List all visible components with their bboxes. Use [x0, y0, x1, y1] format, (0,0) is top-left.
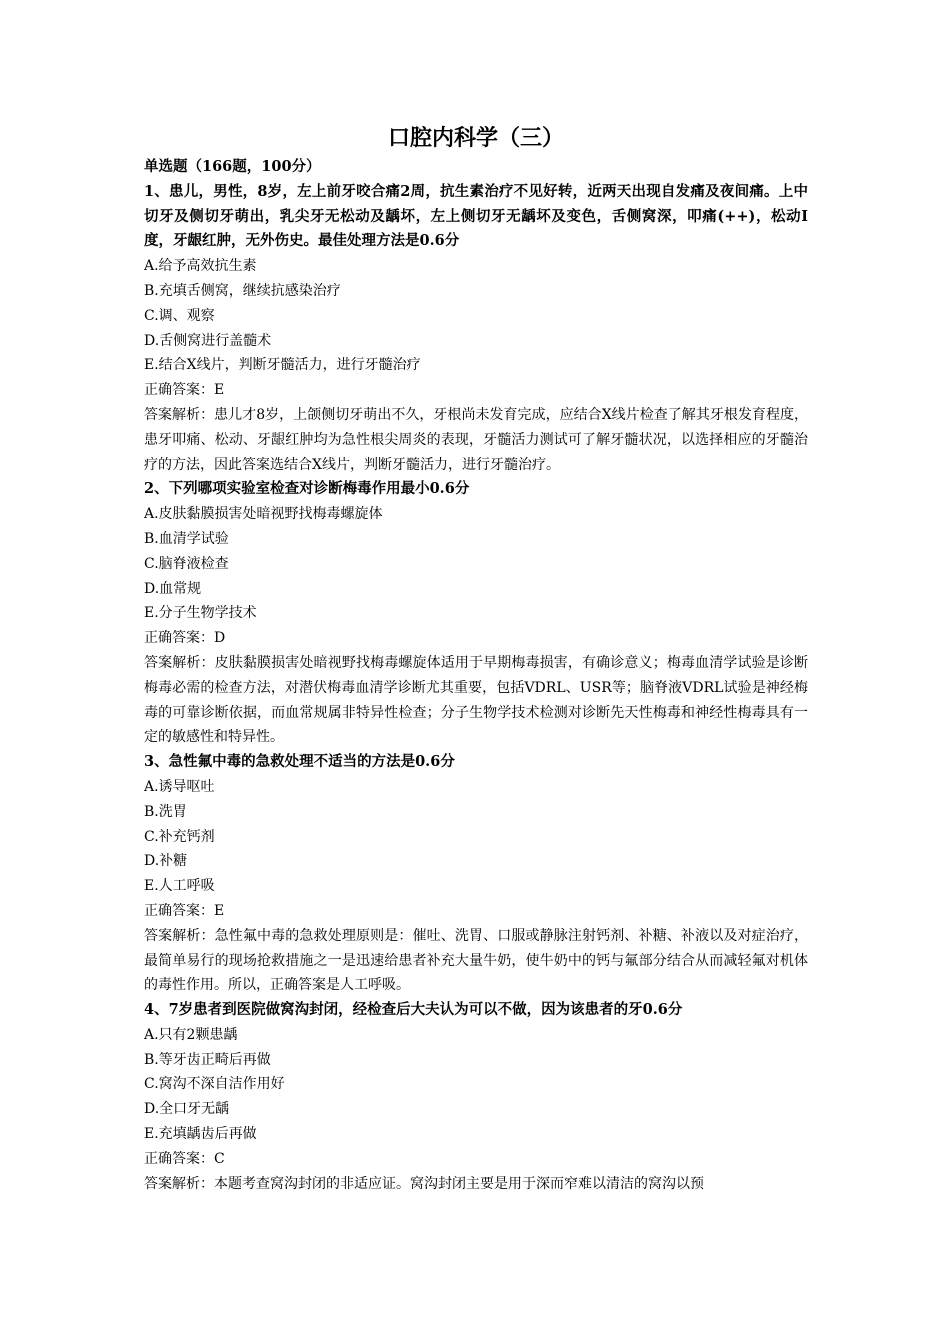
option-e: E.结合X线片，判断牙髓活力，进行牙髓治疗 [144, 357, 421, 374]
option-a: A.皮肤黏膜损害处暗视野找梅毒螺旋体 [144, 506, 383, 523]
option-c: C.调、观察 [144, 307, 215, 324]
answer-explanation: 答案解析：皮肤黏膜损害处暗视野找梅毒螺旋体适用于早期梅毒损害，有确诊意义；梅毒血清学试验是诊断梅毒必需的检查方法，对潜伏梅毒血清学诊断尤其重要，包括VDRL、USR等；脑脊液VDRL试验是神经梅毒的可靠诊断依据，而血常规属非特异性检查；分子生物学技术检测对诊断先天性梅毒和神经性梅毒具有一定的敏感性和特异性。 [144, 654, 808, 746]
option-d: D.舌侧窝进行盖髓术 [144, 332, 272, 349]
question-stem: 4、7岁患者到医院做窝沟封闭，经检查后大夫认为可以不做，因为该患者的牙0.6分 [144, 1001, 683, 1019]
question-3 [144, 750, 808, 998]
question-stem: 2、下列哪项实验室检查对诊断梅毒作用最小0.6分 [144, 480, 470, 498]
option-b: B.充填舌侧窝，继续抗感染治疗 [144, 282, 341, 299]
question-stem: 3、急性氟中毒的急救处理不适当的方法是0.6分 [144, 753, 455, 771]
option-c: C.补充钙剂 [144, 828, 215, 845]
option-d: D.全口牙无龋 [144, 1101, 230, 1118]
option-d: D.补糖 [144, 853, 188, 870]
option-a: A.诱导呕吐 [144, 778, 215, 795]
option-b: B.洗胃 [144, 803, 187, 820]
option-e: E.分子生物学技术 [144, 605, 257, 622]
option-a: A.给予高效抗生素 [144, 258, 257, 275]
option-c: C.脑脊液检查 [144, 555, 229, 572]
correct-answer: 正确答案：E [144, 382, 225, 399]
correct-answer: 正确答案：D [144, 630, 226, 647]
question-4 [144, 998, 808, 1196]
option-e: E.充填龋齿后再做 [144, 1126, 257, 1143]
answer-explanation: 答案解析：急性氟中毒的急救处理原则是：催吐、洗胃、口服或静脉注射钙剂、补糖、补液以及对症治疗，最简单易行的现场抢救措施之一是迅速给患者补充大量牛奶，使牛奶中的钙与氟部分结合从而减轻氟对机体的毒性作用。所以，正确答案是人工呼吸。 [144, 927, 808, 994]
option-c: C.窝沟不深自洁作用好 [144, 1076, 285, 1093]
answer-explanation: 答案解析：本题考查窝沟封闭的非适应证。窝沟封闭主要是用于深而窄难以清洁的窝沟以预 [144, 1175, 704, 1192]
option-e: E.人工呼吸 [144, 878, 215, 895]
answer-explanation: 答案解析：患儿才8岁，上颌侧切牙萌出不久，牙根尚未发育完成，应结合X线片检查了解其牙根发育程度，患牙叩痛、松动、牙龈红肿均为急性根尖周炎的表现，牙髓活力测试可了解牙髓状况，以选择相应的牙髓治疗的方法，因此答案选结合X线片，判断牙髓活力，进行牙髓治疗。 [144, 406, 808, 473]
question-stem: 1、患儿，男性，8岁，左上前牙咬合痛2周，抗生素治疗不见好转，近两天出现自发痛及夜间痛。上中切牙及侧切牙萌出，乳尖牙无松动及龋坏，左上侧切牙无龋坏及变色，舌侧窝深，叩痛(++)，松动Ⅰ度，牙龈红肿，无外伤史。最佳处理方法是0.6分 [144, 182, 808, 250]
option-a: A.只有2颗患龋 [144, 1026, 238, 1043]
correct-answer: 正确答案：C [144, 1150, 225, 1167]
option-b: B.等牙齿正畸后再做 [144, 1051, 271, 1068]
document-content [144, 121, 808, 1196]
correct-answer: 正确答案：E [144, 902, 225, 919]
option-b: B.血清学试验 [144, 530, 229, 547]
option-d: D.血常规 [144, 580, 202, 597]
question-1 [144, 180, 808, 478]
question-2 [144, 477, 808, 750]
document-title: 口腔内科学（三） [387, 125, 564, 151]
section-heading: 单选题（166题，100分） [144, 158, 321, 175]
